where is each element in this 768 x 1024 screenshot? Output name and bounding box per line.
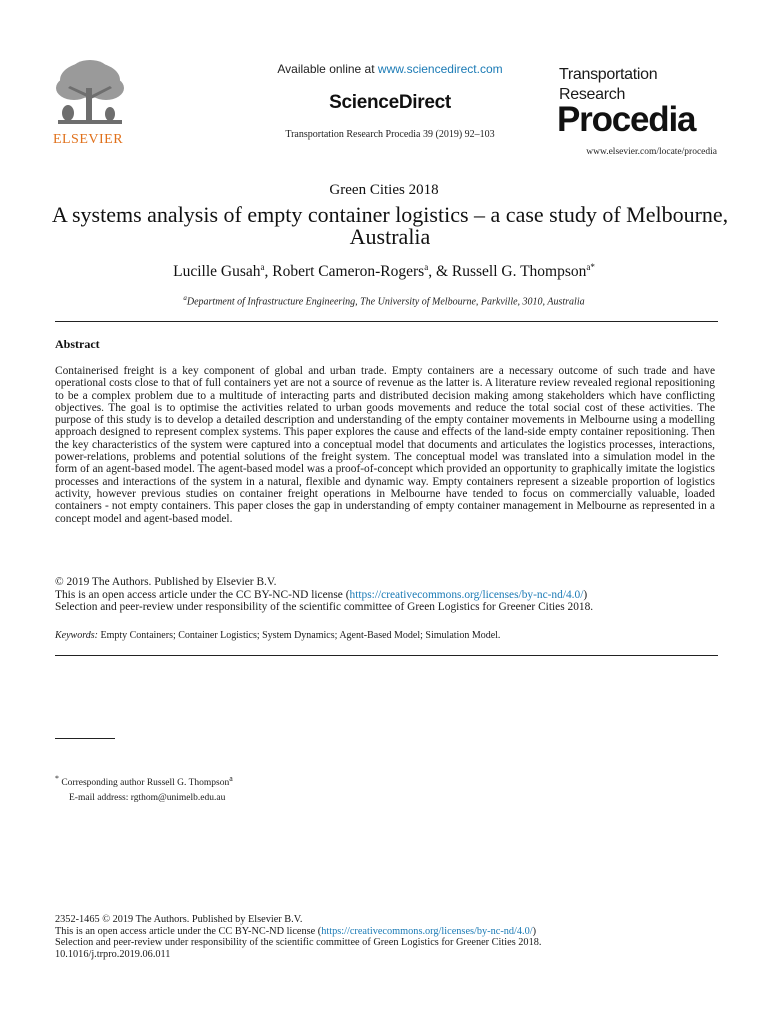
conference-name: Green Cities 2018 xyxy=(329,182,439,198)
corresponding-text: Corresponding author Russell G. Thompson xyxy=(58,778,230,789)
journal-reference: Transportation Research Procedia 39 (2019) 92–103 xyxy=(285,129,495,140)
issn-line: 2352-1465 © 2019 The Authors. Published by Elsevier B.V. xyxy=(55,914,303,925)
email-line: E-mail address: rgthom@unimelb.edu.au xyxy=(69,793,226,804)
affiliation-text: Department of Infrastructure Engineering, The University of Melbourne, Parkville, 3010, Australia xyxy=(186,296,585,308)
paper-title: A systems analysis of empty container logistics – a case study of Melbourne, Australia xyxy=(51,202,729,249)
affiliation xyxy=(0,294,768,307)
license-line xyxy=(55,589,718,602)
doi[interactable]: 10.1016/j.trpro.2019.06.011 xyxy=(55,948,171,960)
affiliation-mark: a xyxy=(183,294,187,302)
author-1-affil: a xyxy=(260,262,265,272)
divider-bottom xyxy=(55,655,718,656)
corresponding-author xyxy=(55,771,233,791)
divider-top xyxy=(55,321,718,322)
author-sep-1: , xyxy=(264,263,273,281)
elsevier-wordmark: ELSEVIER xyxy=(52,132,124,147)
license-link[interactable]: https://creativecommons.org/licenses/by-nc-nd/4.0/ xyxy=(349,588,584,601)
author-list xyxy=(0,262,768,281)
bottom-license-line xyxy=(55,926,718,938)
elsevier-tree-icon xyxy=(38,58,138,130)
bottom-license-prefix: This is an open access article under the CC BY-NC-ND license ( xyxy=(55,925,322,937)
footnote-rule xyxy=(55,738,115,739)
author-2: Robert Cameron-Rogers xyxy=(272,263,425,281)
journal-url[interactable]: www.elsevier.com/locate/procedia xyxy=(586,147,717,157)
abstract-heading: Abstract xyxy=(55,337,100,351)
author-sep-2: , & xyxy=(428,263,452,281)
bottom-publication-info xyxy=(55,914,718,960)
keywords-text: Empty Containers; Container Logistics; System Dynamics; Agent-Based Model; Simulation Model. xyxy=(97,630,501,641)
peer-review-line: Selection and peer-review under responsibility of the scientific committee of Green Logistics for Greener Cities 2018. xyxy=(55,601,594,613)
footnote xyxy=(55,771,233,806)
sciencedirect-brand: ScienceDirect xyxy=(329,92,451,113)
keywords xyxy=(55,630,718,641)
journal-logo-line2: Research xyxy=(559,86,626,103)
author-3-affil: a* xyxy=(586,262,595,272)
bottom-license-suffix: ) xyxy=(532,925,537,937)
author-2-affil: a xyxy=(424,262,429,272)
author-1: Lucille Gusah xyxy=(173,263,261,281)
keywords-label: Keywords: xyxy=(55,630,98,641)
journal-logo-line1: Transportation xyxy=(559,66,658,83)
abstract-body: Containerised freight is a key component of global and urban trade. Empty containers are a necessary outcome of such trade and have operational costs close to that of full containers yet are not a source of revenue as the latter is. A literature review revealed regional repositioning to be a complex problem due to a multitude of interacting parts and distributed decision making among stakeholders which have conflicting objectives. The goal is to optimise the activities related to urban goods movements and reduce the total social cost of these activities. The purpose of this study is to develop a detailed description and understanding of the empty container movements in Melbourne using a modelling approach designed to represent complex systems. This paper explores the cause and effects of the land-side empty container repositioning. Then the key characteristics of the system were captured into a conceptual model that documents and articulates the logistics processes, interactions, power-relations, problems and potential solutions of the freight system. The conceptual model was translated into a simulation model in the form of an agent-based model. The agent-based model was a proof-of-concept which provided an opportunity to graphically imitate the logistics processes and interactions of the system in a natural, flexible and dynamic way. Empty containers represent a sizeable proportion of logistics activity, however previous studies on container freight operations in Melbourne have tended to focus on commercially valuable, loaded containers - not empty containers. This paper closes the gap in understanding of empty container management in Melbourne as represented in a concept model and agent-based model. xyxy=(55,365,715,525)
license-prefix: This is an open access article under the CC BY-NC-ND license ( xyxy=(55,588,350,601)
corresponding-affil: a xyxy=(229,774,233,783)
journal-logo xyxy=(557,62,717,142)
bottom-peer-review-line: Selection and peer-review under responsibility of the scientific committee of Green Logistics for Greener Cities 2018. xyxy=(55,937,542,949)
footnote-mark: * xyxy=(55,774,59,783)
copyright-line: © 2019 The Authors. Published by Elsevier B.V. xyxy=(55,576,277,588)
journal-logo-line3: Procedia xyxy=(557,100,696,139)
license-suffix: ) xyxy=(583,588,588,601)
sciencedirect-link[interactable]: www.sciencedirect.com xyxy=(377,62,503,76)
copyright-block xyxy=(55,576,718,614)
author-3: Russell G. Thompson xyxy=(451,263,587,281)
available-prefix: Available online at xyxy=(277,62,378,76)
elsevier-logo xyxy=(38,58,138,150)
bottom-license-link[interactable]: https://creativecommons.org/licenses/by-nc-nd/4.0/ xyxy=(321,925,533,937)
